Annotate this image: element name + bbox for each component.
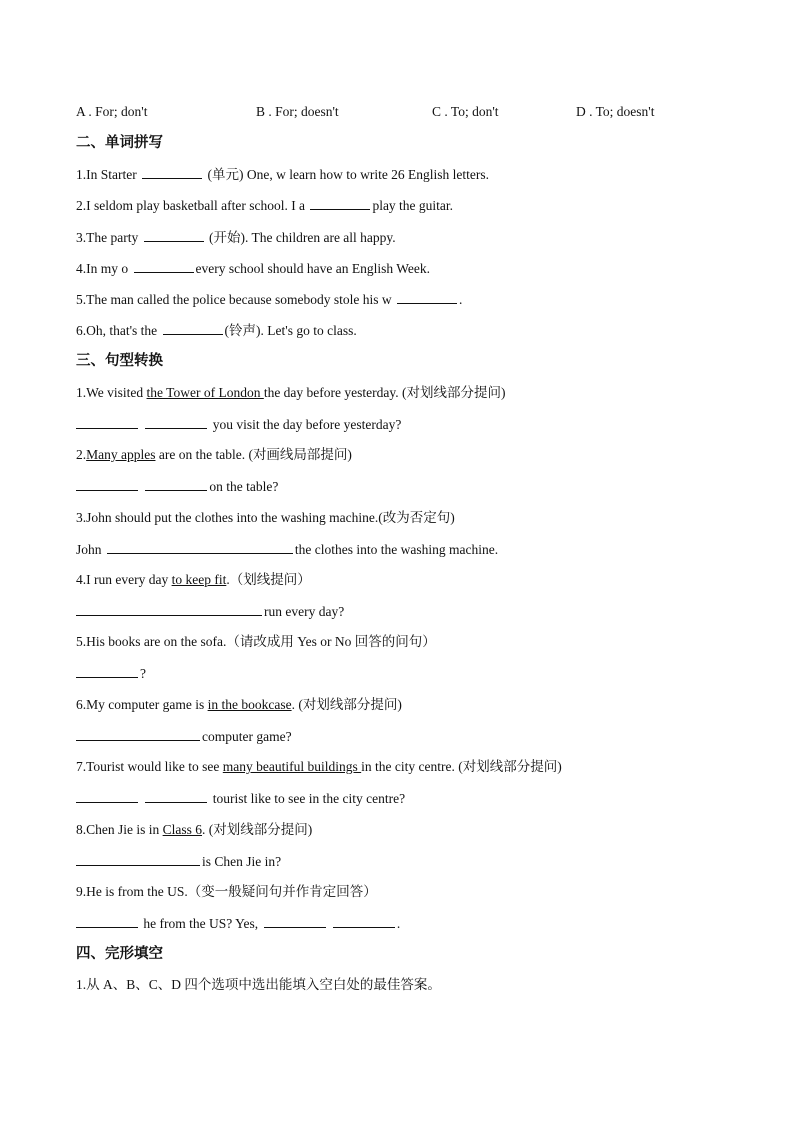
q-text: . bbox=[396, 916, 401, 931]
answer-blank[interactable] bbox=[76, 852, 200, 866]
transform-question-3: 3.John should put the clothes into the washing machine.(改为否定句) bbox=[76, 510, 455, 525]
option-c: C . To; don't bbox=[432, 104, 499, 119]
q-text: 1.We visited bbox=[76, 385, 147, 400]
q-text: (开始). The children are all happy. bbox=[205, 230, 396, 245]
q-text: 8.Chen Jie is in bbox=[76, 822, 163, 837]
q-text: 2. bbox=[76, 447, 87, 462]
transform-answer-2 bbox=[76, 477, 278, 496]
underlined-text: many beautiful buildings bbox=[222, 759, 362, 774]
cloze-instruction: 1.从 A、B、C、D 四个选项中选出能填入空白处的最佳答案。 bbox=[76, 977, 441, 992]
answer-blank[interactable] bbox=[397, 290, 457, 304]
q-text: 4.I run every day bbox=[76, 572, 172, 587]
q-text: the clothes into the washing machine. bbox=[294, 542, 499, 557]
q-text: John bbox=[76, 542, 105, 557]
answer-blank[interactable] bbox=[163, 321, 223, 335]
spelling-question-5 bbox=[76, 290, 462, 309]
transform-answer-5 bbox=[76, 664, 146, 683]
answer-blank[interactable] bbox=[76, 602, 262, 616]
answer-blank[interactable] bbox=[107, 540, 293, 554]
transform-answer-9 bbox=[76, 914, 400, 933]
q-text: he from the US? Yes, bbox=[140, 916, 262, 931]
answer-blank[interactable] bbox=[144, 228, 204, 242]
option-b: B . For; doesn't bbox=[256, 104, 339, 119]
answer-blank[interactable] bbox=[76, 727, 200, 741]
q-text: 4.In my o bbox=[76, 261, 132, 276]
q-text: every school should have an English Week. bbox=[195, 261, 430, 276]
option-d: D . To; doesn't bbox=[576, 104, 655, 119]
transform-answer-4 bbox=[76, 602, 344, 621]
q-text: .（划线提问） bbox=[226, 572, 311, 587]
transform-question-5: 5.His books are on the sofa.（请改成用 Yes or No 回答的问句） bbox=[76, 634, 436, 649]
underlined-text: Class 6 bbox=[162, 822, 203, 837]
spelling-question-2 bbox=[76, 196, 453, 215]
q-text: run every day? bbox=[264, 604, 345, 619]
answer-blank[interactable] bbox=[264, 914, 326, 928]
answer-blank[interactable] bbox=[76, 415, 138, 429]
q-text: computer game? bbox=[202, 729, 292, 744]
q-text: 5.The man called the police because somebody stole his w bbox=[76, 292, 396, 307]
answer-blank[interactable] bbox=[76, 789, 138, 803]
transform-question-7 bbox=[76, 758, 562, 776]
transform-question-2 bbox=[76, 446, 352, 464]
answer-blank[interactable] bbox=[142, 165, 202, 179]
answer-blank[interactable] bbox=[333, 914, 395, 928]
transform-question-4 bbox=[76, 571, 311, 589]
q-text: (铃声). Let's go to class. bbox=[224, 323, 357, 338]
q-text: tourist like to see in the city centre? bbox=[209, 791, 406, 806]
option-a: A . For; don't bbox=[76, 104, 148, 119]
section-title-cloze: 四、完形填空 bbox=[76, 946, 163, 962]
q-text: is Chen Jie in? bbox=[202, 854, 282, 869]
answer-blank[interactable] bbox=[145, 789, 207, 803]
answer-blank[interactable] bbox=[145, 477, 207, 491]
q-text: . (对划线部分提问) bbox=[291, 697, 402, 712]
q-text: . bbox=[459, 292, 463, 307]
q-text: 6.My computer game is bbox=[76, 697, 208, 712]
spelling-question-4 bbox=[76, 259, 430, 278]
answer-blank[interactable] bbox=[76, 664, 138, 678]
transform-answer-3 bbox=[76, 540, 498, 559]
answer-blank[interactable] bbox=[134, 259, 194, 273]
transform-question-8 bbox=[76, 821, 312, 839]
q-text: on the table? bbox=[209, 479, 279, 494]
transform-question-1 bbox=[76, 384, 506, 402]
transform-answer-7 bbox=[76, 789, 405, 808]
q-text: the day before yesterday. (对划线部分提问) bbox=[263, 385, 506, 400]
section-title-transform: 三、句型转换 bbox=[76, 353, 163, 369]
answer-blank[interactable] bbox=[76, 477, 138, 491]
q-text: 7.Tourist would like to see bbox=[76, 759, 223, 774]
transform-question-9: 9.He is from the US.（变一般疑问句并作肯定回答） bbox=[76, 884, 377, 899]
spelling-question-1 bbox=[76, 165, 489, 184]
answer-blank[interactable] bbox=[76, 914, 138, 928]
transform-answer-1 bbox=[76, 415, 401, 434]
underlined-text: Many apples bbox=[86, 447, 156, 462]
q-text: . (对划线部分提问) bbox=[202, 822, 313, 837]
spelling-question-6 bbox=[76, 321, 357, 340]
q-text: play the guitar. bbox=[372, 198, 454, 213]
q-text: you visit the day before yesterday? bbox=[209, 417, 402, 432]
q-text: in the city centre. (对划线部分提问) bbox=[361, 759, 562, 774]
transform-answer-8 bbox=[76, 852, 281, 871]
transform-question-6 bbox=[76, 696, 402, 714]
q-text: 1.In Starter bbox=[76, 167, 141, 182]
spelling-question-3 bbox=[76, 228, 396, 247]
q-text: (单元) One, w learn how to write 26 English letters. bbox=[204, 167, 490, 182]
underlined-text: the Tower of London bbox=[146, 385, 264, 400]
q-text: are on the table. (对画线局部提问) bbox=[155, 447, 352, 462]
answer-blank[interactable] bbox=[310, 196, 370, 210]
underlined-text: to keep fit bbox=[171, 572, 227, 587]
underlined-text: in the bookcase bbox=[207, 697, 292, 712]
q-text: 2.I seldom play basketball after school. I a bbox=[76, 198, 309, 213]
section-title-spelling: 二、单词拼写 bbox=[76, 135, 163, 151]
answer-blank[interactable] bbox=[145, 415, 207, 429]
q-text: ? bbox=[140, 666, 146, 681]
q-text: 3.The party bbox=[76, 230, 142, 245]
q-text: 6.Oh, that's the bbox=[76, 323, 161, 338]
transform-answer-6 bbox=[76, 727, 292, 746]
